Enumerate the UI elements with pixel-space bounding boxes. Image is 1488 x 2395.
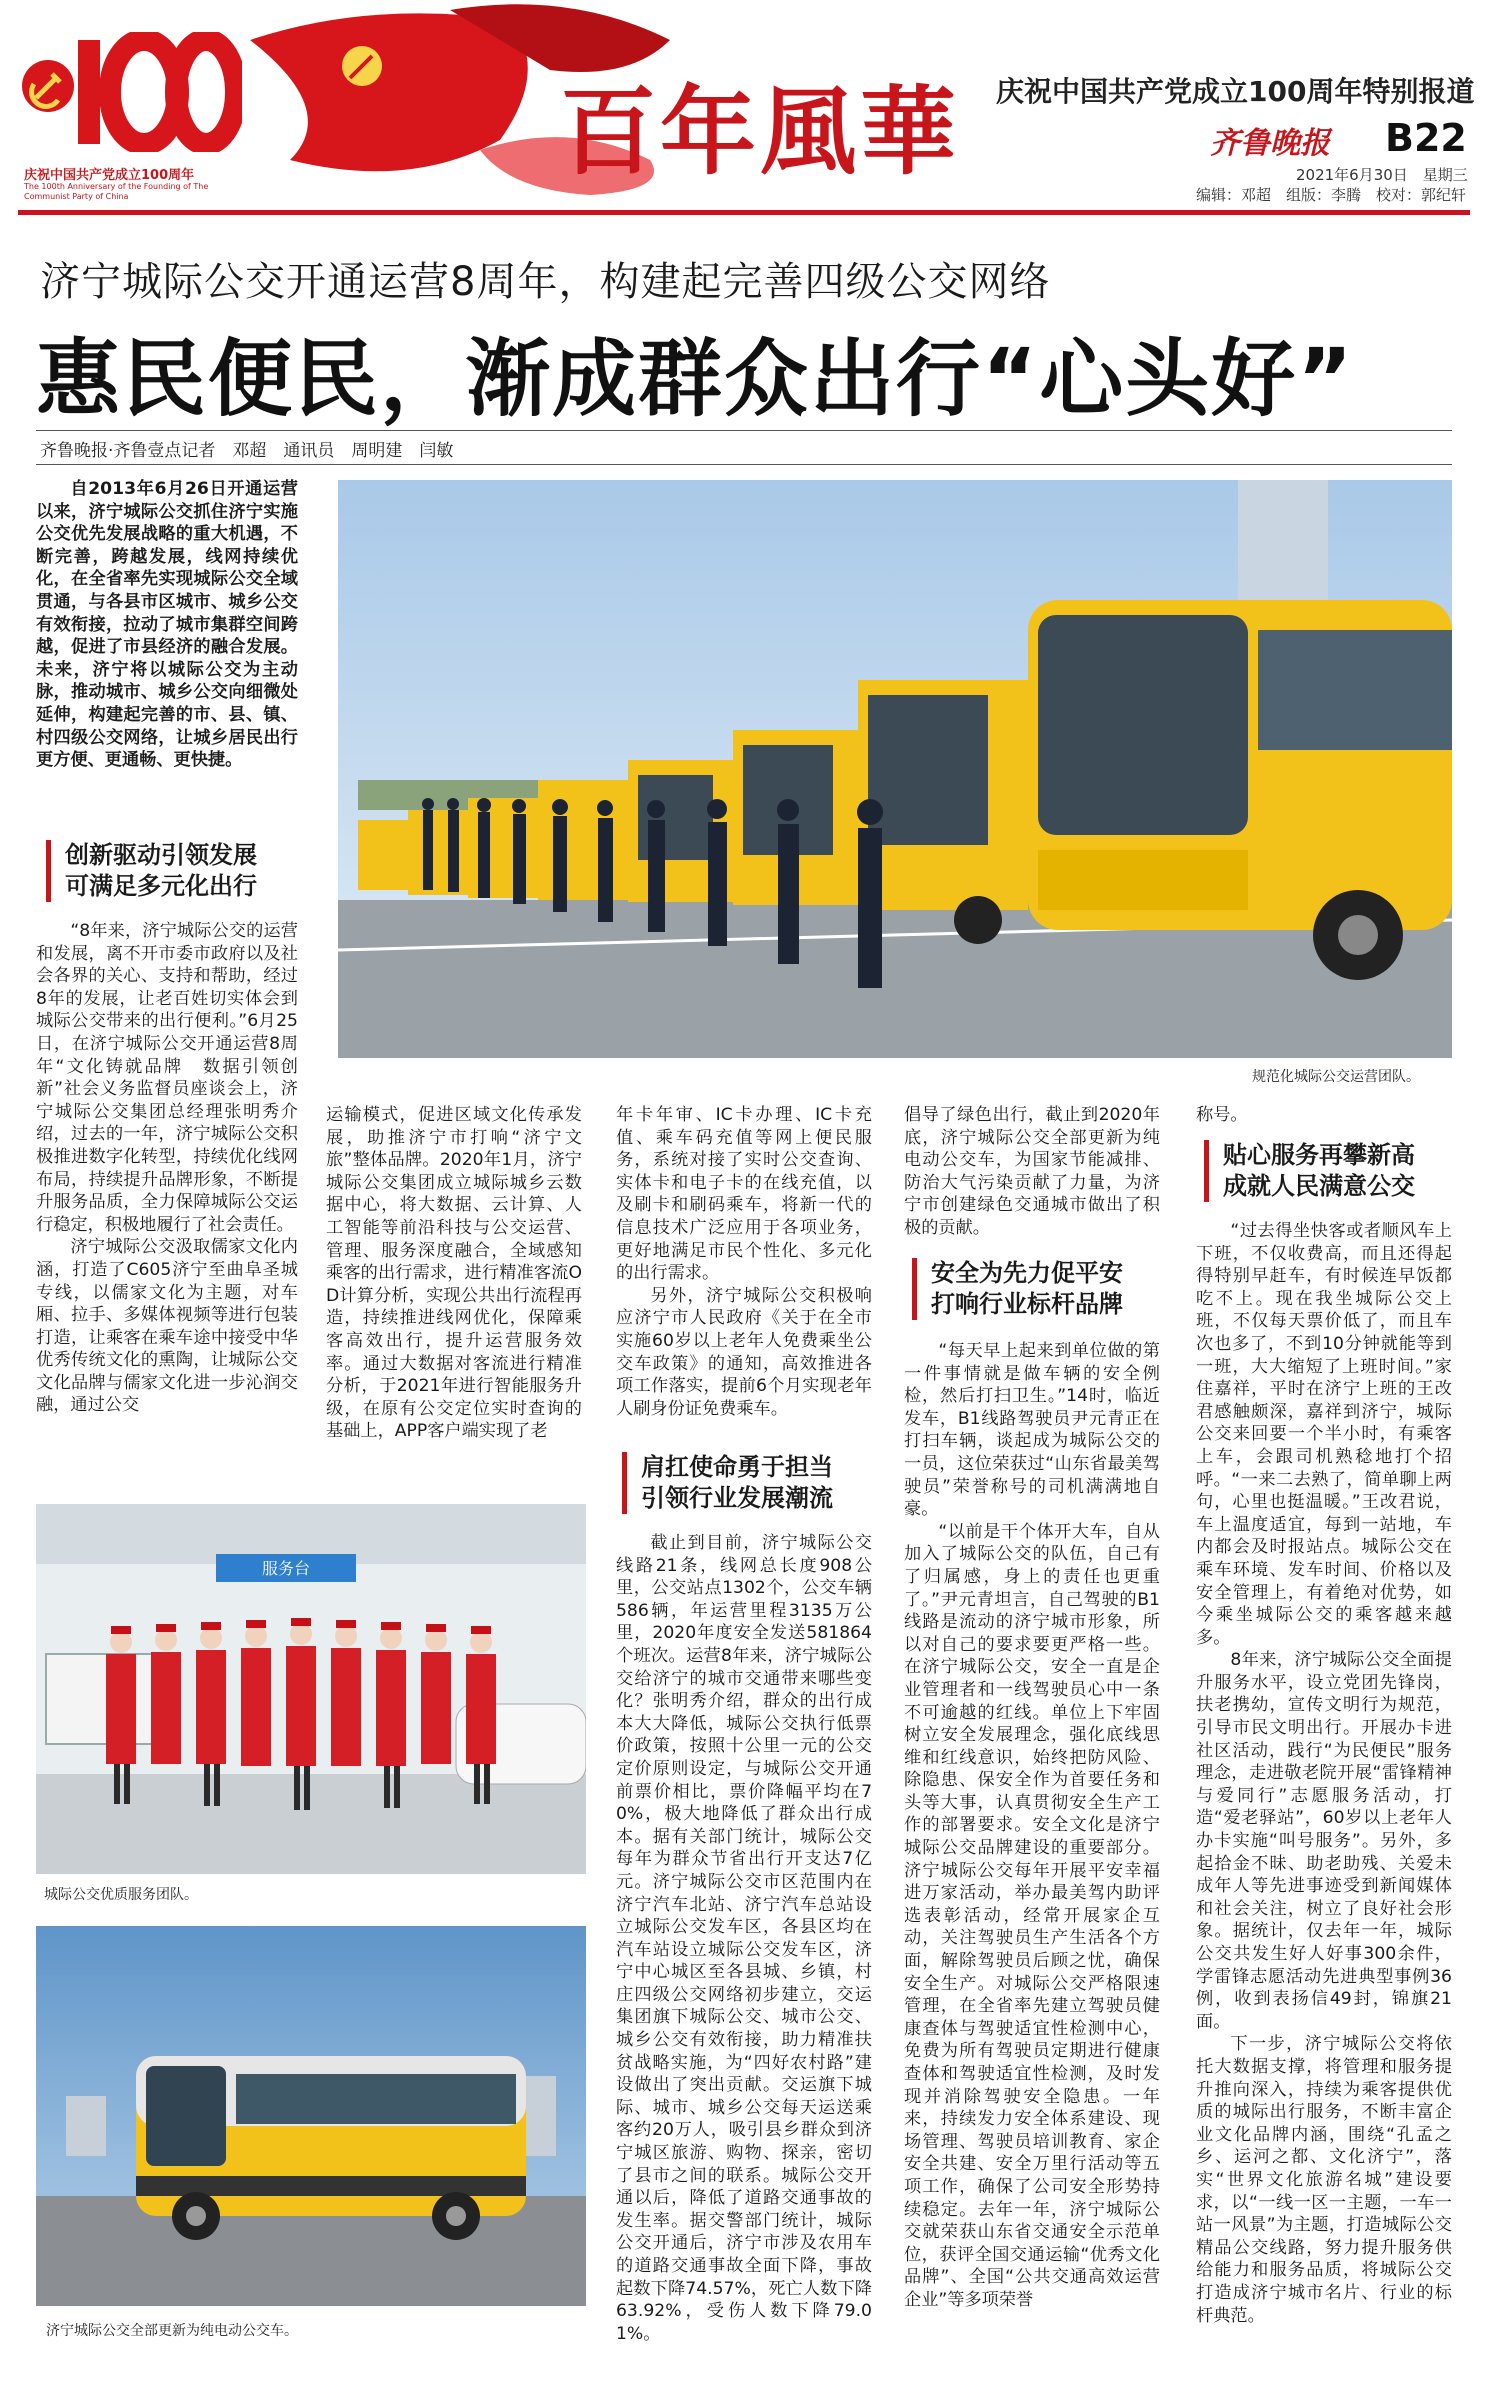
bus-fleet-illustration bbox=[338, 480, 1452, 1058]
logo-caption-en: The 100th Anniversary of the Founding of The Communist Party of China bbox=[24, 182, 209, 201]
electric-bus-illustration bbox=[36, 1926, 586, 2306]
section3-paragraph-1: “每天早上起来到单位做的第一件事情就是做车辆的安全例检，然后打扫卫生。”14时，临近发车，B1线路驾驶员尹元青正在打扫车辆，谈起成为城际公交的一员，这位荣获过“山东省最美驾驶员”荣誉称号的司机满满地自豪。 bbox=[904, 1341, 1160, 1520]
article-headline: 惠民便民，渐成群众出行“心头好” bbox=[36, 330, 1355, 428]
logo-caption-cn: 庆祝中国共产党成立100周年 bbox=[24, 168, 195, 183]
article-kicker: 济宁城际公交开通运营8周年，构建起完善四级公交网络 bbox=[40, 259, 1051, 305]
lede-paragraph: 自2013年6月26日开通运营以来，济宁城际公交抓住济宁实施公交优先发展战略的重大机遇，不断完善，跨越发展，线网持续优化，在全省率先实现城际公交全域贯通，与各县市区城市、城乡公交有效衔接，拉动了城市集群空间跨越，促进了市县经济的融合发展。未来，济宁将以城际公交为主动脉，推动城市、城乡公交向细微处延伸，构建起完善的市、县、镇、村四级公交网络，让城乡居民出行更方便、更通畅、更快捷。 bbox=[36, 479, 298, 771]
section2-title-line1: 肩扛使命勇于担当 bbox=[641, 1453, 833, 1481]
logo-year-left: 1921 bbox=[128, 88, 159, 101]
column3-paragraph-1: 年卡年审、IC卡办理、IC卡充值、乘车码充值等网上便民服务，系统对接了实时公交查询、实体卡和电子卡的在线充值，以及刷卡和刷码乘车，将新一代的信息技术广泛应用于各项业务，更好地满足市民个性化、多元化的出行需求。 bbox=[616, 1105, 872, 1284]
brand-title: 百年風華 bbox=[560, 75, 960, 188]
photo2-caption: 城际公交优质服务团队。 bbox=[44, 1887, 198, 1903]
section3-title-line1: 安全为先力促平安 bbox=[931, 1259, 1123, 1287]
column2-body bbox=[326, 1104, 582, 1443]
section4-body bbox=[1196, 1220, 1452, 2327]
column5-body bbox=[904, 1104, 1160, 1240]
article-lede bbox=[36, 478, 298, 772]
section4-title-line2: 成就人民满意公交 bbox=[1223, 1172, 1415, 1200]
section3-title bbox=[912, 1258, 1171, 1320]
section2-title-line2: 引领行业发展潮流 bbox=[641, 1484, 833, 1512]
section1-paragraph-2: 济宁城际公交汲取儒家文化内涵，打造了C605济宁至曲阜圣城专线，以儒家文化为主题，对车厢、拉手、多媒体视频等进行包装打造，让乘客在乘车途中接受中华优秀传统文化的熏陶，让城际公交文化品牌与儒家文化进一步沁润交融，通过公交 bbox=[36, 1237, 298, 1416]
photo-bus-fleet bbox=[338, 480, 1452, 1058]
photo-service-team bbox=[36, 1504, 586, 1874]
section3-body bbox=[904, 1340, 1160, 2312]
editor-credits: 编辑：邓超 组版：李腾 校对：郭纪轩 bbox=[1196, 186, 1467, 204]
service-desk-sign: 服务台 bbox=[261, 1559, 311, 1578]
photo-electric-bus bbox=[36, 1926, 586, 2306]
section4-paragraph-3: 下一步，济宁城际公交将依托大数据支撑，将管理和服务提升推向深入，持续为乘客提供优质的城际出行服务，不断丰富企业文化品牌内涵，围绕“孔孟之乡、运河之都、文化济宁”，落实“世界文化旅游名城”建设要求，以“一线一区一主题，一车一站一风景”为主题，打造城际公交精品公交线路，努力提升服务供给能力和服务品质，将城际公交打造成济宁城市名片、行业的标杆典范。 bbox=[1196, 2034, 1452, 2326]
photo1-caption: 规范化城际公交运营团队。 bbox=[1252, 1069, 1420, 1085]
page-number: B22 bbox=[1385, 116, 1467, 160]
logo-year-right: 2021 bbox=[190, 88, 221, 101]
section1-title-line1: 创新驱动引领发展 bbox=[65, 841, 257, 869]
section4-title bbox=[1204, 1140, 1463, 1202]
service-team-illustration bbox=[36, 1504, 586, 1874]
masthead-rule bbox=[18, 210, 1470, 215]
byline-rule-top bbox=[36, 430, 1452, 431]
section4-title-line1: 贴心服务再攀新高 bbox=[1223, 1141, 1415, 1169]
byline-rule-bottom bbox=[36, 464, 1452, 465]
column3-paragraph-2: 另外，济宁城际公交积极响应济宁市人民政府《关于在全市实施60岁以上老年人免费乘坐公交车政策》的通知，高效推进各项工作落实，提前6个月实现老年人刷身份证免费乘车。 bbox=[616, 1285, 872, 1419]
section2-body bbox=[616, 1532, 872, 2345]
centenary-logo bbox=[20, 18, 235, 201]
special-report-label: 庆祝中国共产党成立100周年特别报道 bbox=[996, 75, 1475, 108]
section3-paragraph-2: “以前是干个体开大车，自从加入了城际公交的队伍，自己有了归属感，身上的责任也更重了。”尹元青坦言，自己驾驶的B1线路是流动的济宁城市形象，所以对自己的要求要更严格一些。在济宁城际公交，安全一直是企业管理者和一线驾驶员心中一条不可逾越的红线。单位上下牢固树立安全发展理念，强化底线思维和红线意识，始终把防风险、除隐患、保安全作为首要任务和头等大事，认真贯彻安全生产工作的部署要求。安全文化是济宁城际公交品牌建设的重要部分。济宁城际公交每年开展平安幸福进万家活动，举办最美驾内助评选表彰活动，经常开展家企互动，关注驾驶员生产生活各个方面，解除驾驶员后顾之忧，确保安全生产。对城际公交严格限速管理，在全省率先建立驾驶员健康查体与驾驶适宜性检测中心，免费为所有驾驶员定期进行健康查体和驾驶适宜性检测，及时发现并消除驾驶安全隐患。一年来，持续发力安全体系建设、现场管理、驾驶员培训教育、家企安全共建、安全万里行活动等五项工作，确保了公司安全形势持续稳定。去年一年，济宁城际公交就荣获山东省交通安全示范单位，获评全国交通运输“优秀文化品牌”、全国“公共交通高效运营企业”等多项荣誉 bbox=[904, 1521, 1160, 2310]
section2-title bbox=[622, 1452, 881, 1514]
section3-title-line2: 打响行业标杆品牌 bbox=[931, 1290, 1123, 1318]
paper-name: 齐鲁晚报 bbox=[1210, 126, 1330, 161]
article-byline: 齐鲁晚报·齐鲁壹点记者 邓超 通讯员 周明建 闫敏 bbox=[40, 441, 454, 461]
column6-body bbox=[1196, 1104, 1452, 1127]
hammer-sickle-icon bbox=[20, 58, 76, 114]
section1-title bbox=[46, 840, 315, 902]
section4-paragraph-1: “过去得坐快客或者顺风车上下班，不仅收费高，而且还得起得特别早赶车，有时候连早饭都吃不上。现在我坐城际公交上班，不仅每天票价低了，而且车次也多了，不到10分钟就能等到一班，大大缩短了上班时间。”家住嘉祥，平时在济宁上班的王改君感触颇深，嘉祥到济宁，城际公交来回要一个半小时，有乘客上车，会跟司机熟稔地打个招呼。“一来二去熟了，简单聊上两句，心里也挺温暖。”王改君说，车上温度适宜，每到一站地，车内都会及时报站点。城际公交在乘车环境、发车时间、价格以及安全管理上，有着绝对优势，如今乘坐城际公交的乘客越来越多。 bbox=[1196, 1221, 1452, 1648]
section2-paragraph: 截止到目前，济宁城际公交线路21条，线网总长度908公里，公交站点1302个，公交车辆586辆，年运营里程3135万公里，2020年度安全发送581864个班次。运营8年来，济宁城际公交给济宁的城市交通带来哪些变化？张明秀介绍，群众的出行成本大大降低，城际公交执行低票价政策，按照十公里一元的公交定价原则设定，与城际公交开通前票价相比，票价降幅平均在70%，极大地降低了群众出行成本。据有关部门统计，城际公交每年为群众节省出行开支达7亿元。济宁城际公交市区范围内在济宁汽车北站、济宁汽车总站设立城际公交发车区，各县区均在汽车站设立城际公交发车区，济宁中心城区至各县城、乡镇，村庄四级公交网络初步建立，交运集团旗下城际公交、城市公交、城乡公交有效衔接，助力精准扶贫战略实施，为“四好农村路”建设做出了突出贡献。交运旗下城际、城市、城乡公交每天运送乘客约20万人，吸引县乡群众到济宁城区旅游、购物、探亲，密切了县市之间的联系。城际公交开通以后，降低了道路交通事故的发生率。据交警部门统计，城际公交开通后，济宁市涉及农用车的道路交通事故全面下降，事故起数下降74.57%，死亡人数下降63.92%，受伤人数下降79.01%。 bbox=[616, 1533, 872, 2344]
section1-paragraph-1: “8年来，济宁城际公交的运营和发展，离不开市委市政府以及社会各界的关心、支持和帮助，经过8年的发展，让老百姓切实体会到城际公交带来的出行便利。”6月25日，在济宁城际公交开通运营8周年“文化铸就品牌 数据引领创新”社会义务监督员座谈会上，济宁城际公交集团总经理张明秀介绍，过去的一年，济宁城际公交积极推进数字化转型，持续优化线网布局，持续提升品牌形象，不断提升服务品质，全力保障城际公交运行稳定，积极地履行了社会责任。 bbox=[36, 921, 298, 1235]
column2-paragraph: 运输模式，促进区域文化传承发展，助推济宁市打响“济宁文旅”整体品牌。2020年1月，济宁城际公交集团成立城际城乡云数据中心，将大数据、云计算、人工智能等前沿科技与公交运营、管理、服务深度融合，全域感知乘客的出行需求，进行精准客流OD计算分析，实现公共出行流程再造，持续推进线网优化，保障乘客高效出行，提升运营服务效率。通过大数据对客流进行精准分析，于2021年进行智能服务升级，在原有公交定位实时查询的基础上，APP客户端实现了老 bbox=[326, 1105, 582, 1442]
photo3-caption: 济宁城际公交全部更新为纯电动公交车。 bbox=[46, 2323, 298, 2339]
section4-paragraph-2: 8年来，济宁城际公交全面提升服务水平，设立党团先锋岗，扶老携幼，宣传文明行为规范，引导市民文明出行。开展办卡进社区活动，践行“为民便民”服务理念，走进敬老院开展“雷锋精神与爱同行”志愿服务活动，打造“爱老驿站”，60岁以上老年人办卡实施“叫号服务”。另外，多起拾金不昧、助老助残、关爱未成年人等先进事迹受到新闻媒体和社会关注，树立了良好社会形象。据统计，仅去年一年，城际公交共发生好人好事300余件，学雷锋志愿活动先进典型事例36例，收到表扬信49封，锦旗21面。 bbox=[1196, 1650, 1452, 2032]
date-line: 2021年6月30日 星期三 bbox=[1296, 166, 1468, 184]
column3-body bbox=[616, 1104, 872, 1420]
section1-body bbox=[36, 920, 298, 1417]
column6-paragraph-0: 称号。 bbox=[1196, 1105, 1248, 1125]
section1-title-line2: 可满足多元化出行 bbox=[65, 872, 257, 900]
column5-paragraph-1: 倡导了绿色出行，截止到2020年底，济宁城际公交全部更新为纯电动公交车，为国家节能减排、防治大气污染贡献了力量，为济宁市创建绿色交通城市做出了积极的贡献。 bbox=[904, 1105, 1160, 1238]
